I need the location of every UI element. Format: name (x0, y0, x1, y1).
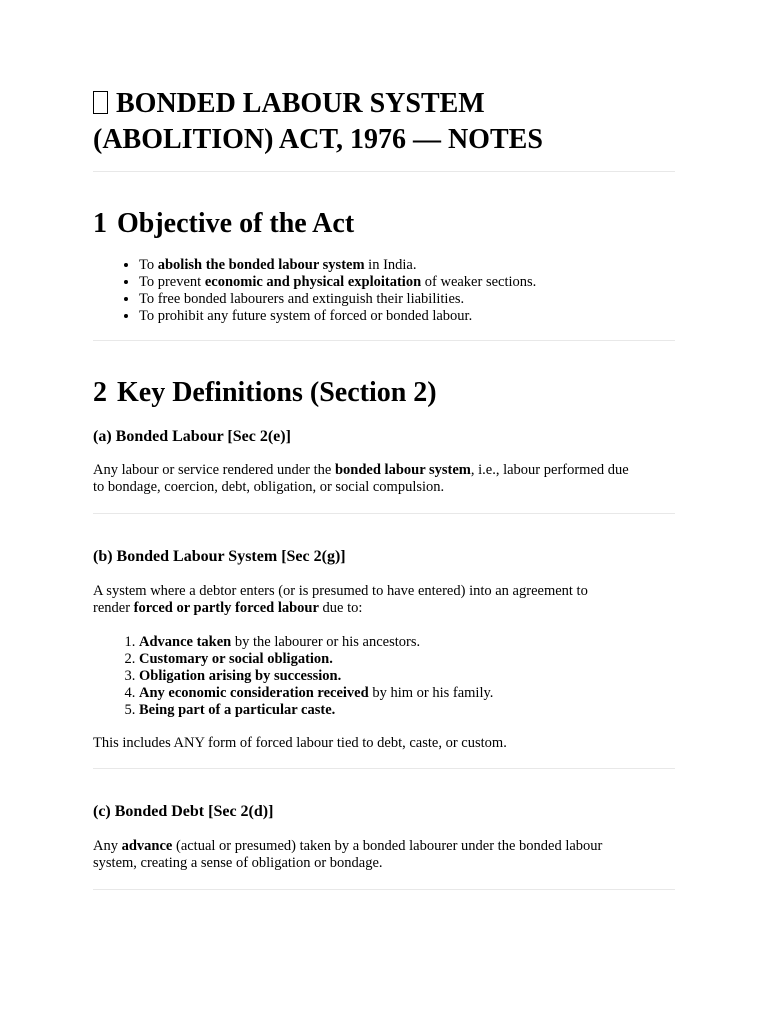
list-item: • To prohibit any future system of forced or bonded labour. (139, 308, 536, 325)
divider (93, 889, 675, 890)
causes-list (93, 634, 493, 719)
divider (93, 171, 675, 172)
list-item: • To prevent economic and physical exploitation of weaker sections. (139, 274, 536, 291)
list-item: • To abolish the bonded labour system in India. (139, 257, 536, 274)
list-item: 2. Customary or social obligation. (139, 651, 493, 668)
section-1-number: 1 (93, 208, 107, 239)
section-2-title: Key Definitions (Section 2) (117, 377, 437, 408)
list-item: 3. Obligation arising by succession. (139, 668, 493, 685)
title-line1: BONDED LABOUR SYSTEM (116, 88, 485, 119)
divider (93, 768, 675, 769)
title-line2: (ABOLITION) ACT, 1976 — NOTES (93, 124, 543, 155)
list-item: 1. Advance taken by the labourer or his ancestors. (139, 634, 493, 651)
subsection-b-text: A system where a debtor enters (or is presumed to have entered) into an agreement to render forced or partly forced labour due to: (93, 583, 588, 616)
list-item: 5. Being part of a particular caste. (139, 702, 493, 719)
list-item: 4. Any economic consideration received by him or his family. (139, 685, 493, 702)
list-item: • To free bonded labourers and extinguish their liabilities. (139, 291, 536, 308)
subsection-b-heading: (b) Bonded Labour System [Sec 2(g)] (93, 548, 346, 565)
section-1-title: Objective of the Act (117, 208, 355, 239)
divider (93, 340, 675, 341)
section-2-number: 2 (93, 377, 107, 408)
subsection-b-closing: This includes ANY form of forced labour tied to debt, caste, or custom. (93, 735, 507, 751)
section-2-heading (93, 376, 437, 410)
subsection-c-heading: (c) Bonded Debt [Sec 2(d)] (93, 803, 274, 820)
subsection-a-text: Any labour or service rendered under the bonded labour system, i.e., labour performed due to bondage, coercion, debt, obligation, or social compulsion. (93, 462, 629, 495)
subsection-c-text: Any advance (actual or presumed) taken by a bonded labourer under the bonded labour system, creating a sense of obligation or bondage. (93, 838, 603, 871)
subsection-a-heading: (a) Bonded Labour [Sec 2(e)] (93, 428, 291, 445)
objectives-list (93, 257, 536, 325)
document-title (93, 86, 675, 158)
document-icon (93, 91, 108, 114)
section-1-heading (93, 207, 354, 241)
divider (93, 513, 675, 514)
